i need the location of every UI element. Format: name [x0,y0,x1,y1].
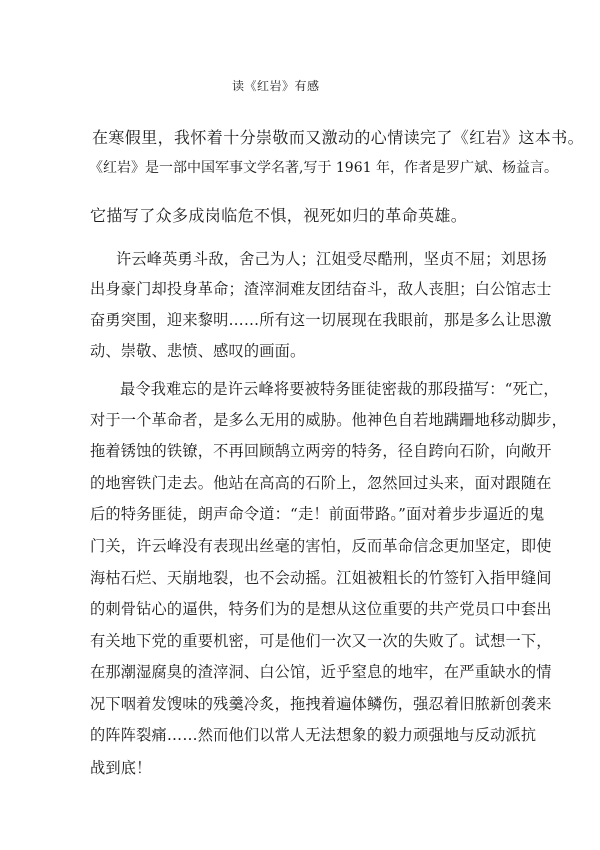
paragraph2-line: 最令我难忘的是许云峰将要被特务匪徒密裁的那段描写：“死亡， [120,380,559,398]
paragraph2-line: 后的特务匪徒，朗声命令道：“走！前面带路。”面对着步步逼近的鬼 [90,505,545,523]
paragraph1-line: 许云峰英勇斗敌，舍己为人；江姐受尽酷刑，坚贞不屈；刘思扬 [116,250,547,268]
paragraph2-line: 在那潮湿腐臭的渣滓洞、白公馆，近乎窒息的地牢，在严重缺水的情 [90,663,552,681]
paragraph2-line: 门关，许云峰没有表现出丝毫的害怕，反而革命信念更加坚定，即使 [90,537,552,555]
intro-line-1: 在寒假里，我怀着十分崇敬而又激动的心情读完了《红岩》这本书。 [92,128,585,147]
paragraph2-line: 况下咽着发馊味的残羹冷炙，拖拽着遍体鳞伤，强忍着旧脓新创袭来 [90,695,552,713]
paragraph1-line: 奋勇突围，迎来黎明……所有这一切展现在我眼前，那是多么让思激 [90,311,552,329]
document-title: 读《红岩》有感 [232,79,320,93]
paragraph2-line: 拖着锈蚀的铁镣，不再回顾鹄立两旁的特务，径自跨向石阶，向敞开 [90,442,552,460]
intro-line-3: 它描写了众多成岗临危不惧，视死如归的革命英雄。 [90,206,468,225]
paragraph2-line: 有关地下党的重要机密，可是他们一次又一次的失败了。试想一下， [90,632,552,650]
paragraph2-line: 海枯石烂、天崩地裂，也不会动摇。江姐被粗长的竹签钉入指甲缝间 [90,569,552,587]
paragraph1-line: 出身豪门却投身革命；渣滓洞难友团结奋斗，敌人丧胆；白公馆志士 [90,280,552,298]
paragraph2-line: 战到底！ [90,759,152,777]
paragraph2-line: 的阵阵裂痛……然而他们以常人无法想象的毅力顽强地与反动派抗 [90,726,537,744]
paragraph2-line: 的刺骨钻心的逼供，特务们为的是想从这位重要的共产党员口中套出 [90,600,552,618]
paragraph2-line: 对于一个革命者，是多么无用的威胁。他神色自若地蹒跚地移动脚步， [90,411,568,429]
paragraph1-line: 动、崇敬、悲愤、感叹的画面。 [90,342,306,360]
intro-line-2: 《红岩》是一部中国军事文学名著,写于 1961 年，作者是罗广斌、杨益言。 [89,160,558,176]
paragraph2-line: 的地窖铁门走去。他站在高高的石阶上，忽然回过头来，面对跟随在 [90,474,552,492]
